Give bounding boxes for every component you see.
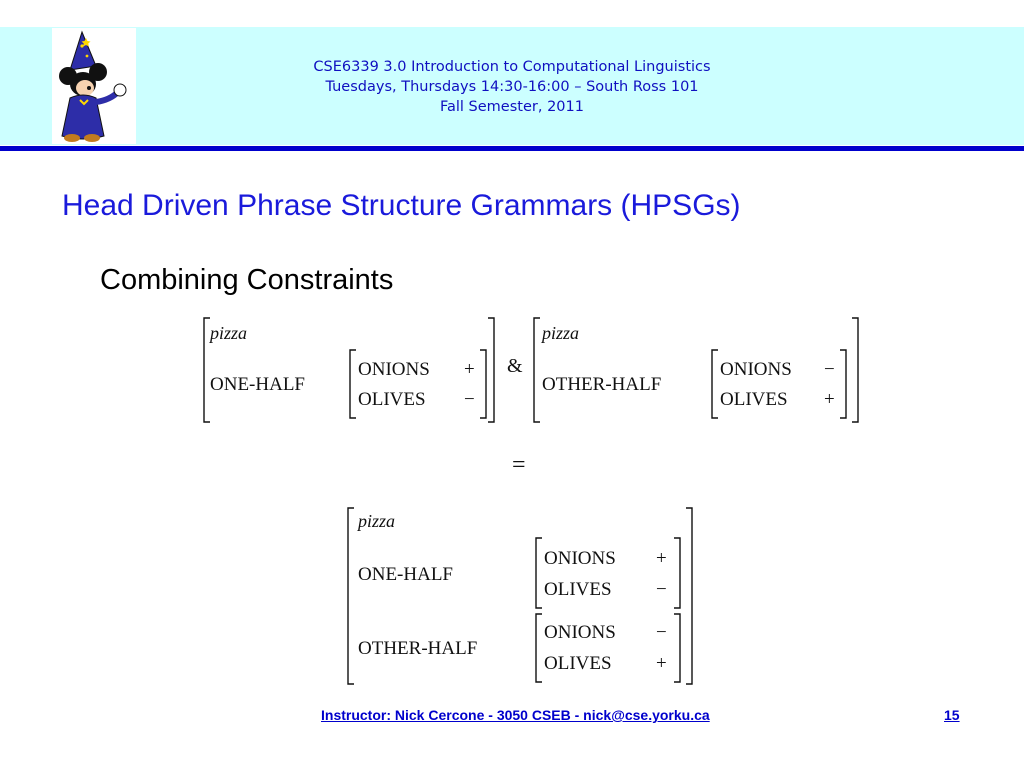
avm-right-feature: OTHER-HALF [542,374,662,395]
avm-left-row1-attr: ONIONS [358,359,430,380]
avm-result-r3-val: − [656,622,667,643]
course-semester: Fall Semester, 2011 [440,99,584,115]
avm-result-r1-val: + [656,548,667,569]
avm-left-row2-attr: OLIVES [358,389,426,410]
avm-result-type: pizza [358,511,396,531]
avm-left-row2-val: − [464,389,475,410]
avm-right-row1-attr: ONIONS [720,359,792,380]
avm-operator: & [507,355,523,377]
avm-left-type: pizza [210,323,248,343]
course-schedule: Tuesdays, Thursdays 14:30-16:00 – South Ross 101 [325,79,699,95]
page-number[interactable]: 15 [944,707,960,723]
avm-result-r4-attr: OLIVES [544,653,612,674]
avm-left-row1-val: + [464,359,475,380]
avm-equals: = [512,452,526,478]
avm-left [200,316,500,426]
avm-right [534,316,864,426]
slide-title: Head Driven Phrase Structure Grammars (HPSGs) [62,189,741,222]
avm-result-r3-attr: ONIONS [544,622,616,643]
avm-result-r2-attr: OLIVES [544,579,612,600]
avm-right-row2-attr: OLIVES [720,389,788,410]
avm-result-feature2: OTHER-HALF [358,638,478,659]
slide-subtitle: Combining Constraints [100,264,394,296]
avm-result-r1-attr: ONIONS [544,548,616,569]
avm-result-feature1: ONE-HALF [358,564,453,585]
avm-left-feature: ONE-HALF [210,374,305,395]
header-divider [0,146,1024,151]
avm-result-r4-val: + [656,653,667,674]
avm-right-row2-val: + [824,389,835,410]
course-info [200,57,824,117]
avm-result-r2-val: − [656,579,667,600]
course-title: CSE6339 3.0 Introduction to Computational Linguistics [313,59,711,75]
instructor-footer-link[interactable]: Instructor: Nick Cercone - 3050 CSEB - nick@cse.yorku.ca [321,707,710,723]
avm-result [344,506,700,688]
wizard-mouse-logo-icon [52,28,136,144]
avm-right-type: pizza [542,323,580,343]
avm-right-row1-val: − [824,359,835,380]
